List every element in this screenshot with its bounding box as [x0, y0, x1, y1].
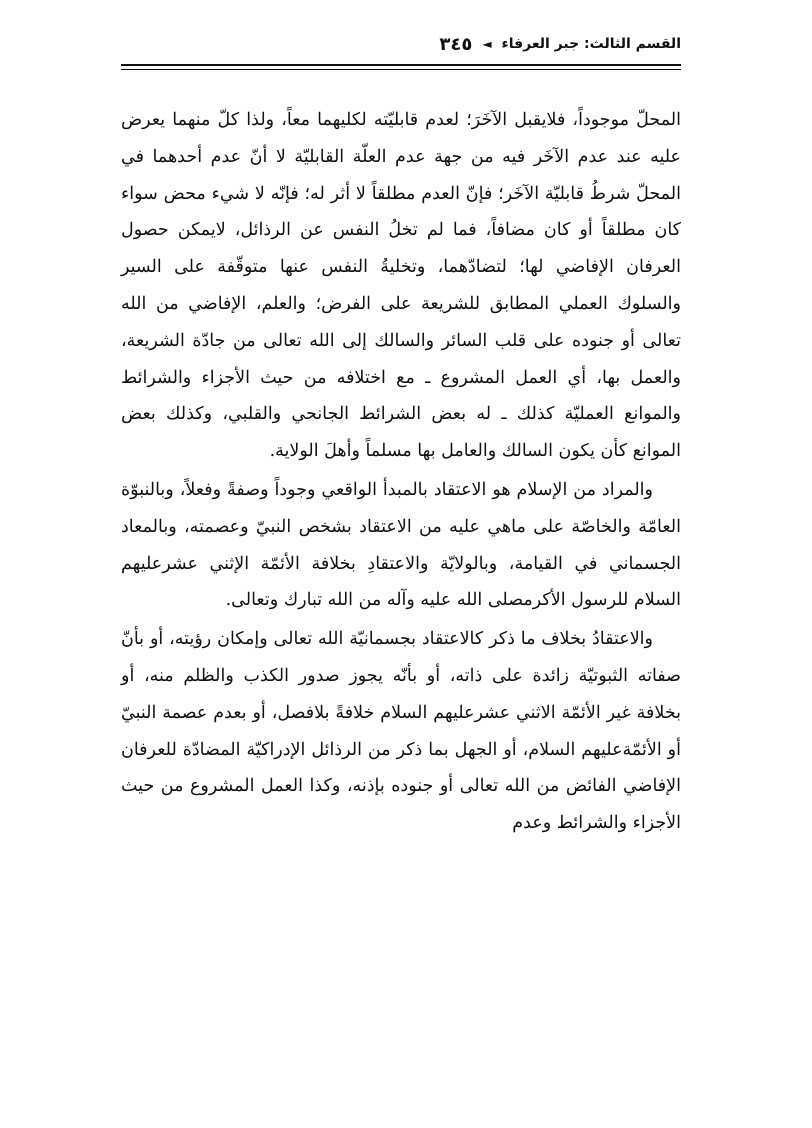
- arrow-left-icon: ◄: [482, 37, 492, 51]
- page-header: [121, 30, 681, 58]
- page-number: ٣٤٥: [439, 33, 473, 55]
- paragraph-1: المحلّ موجوداً، فلايقبل الآخَرَ؛ لعدم قابليّته لكليهما معاً، ولذا كلّ منهما يعرض عليه عند عدم الآخَر فيه من جهة عدم العلّة القابليّة لا أنّ عدم أحدهما في المحلّ شرطُ قابليّة الآخَر؛ فإنّ العدم مطلقاً لا أثر له؛ فإنّه لا شيء محض سواء كان مطلقاً أو كان مضافاً، فما لم تخلُ النفس عن الرذائل، لايمكن حصول العرفان الإفاضي لها؛ لتضادّهما، وتخليةُ النفس عنها متوقّفة على السير والسلوك العملي المطابق للشريعة على الفرض؛ والعلم، الإفاضي من الله تعالى أو جنوده على قلب السائر والسالك إلى الله تعالى من جادّة الشريعة، والعمل بها، أي العمل المشروع ـ مع اختلافه من حيث الأجزاء والشرائط والموانع العمليّة كذلك ـ له بعض الشرائط الجانحي والقلبي، وكذلك بعض الموانع كأن يكون السالك والعامل بها مسلماً وأهلَ الولاية.: [121, 110, 681, 462]
- main-text: [121, 102, 681, 1102]
- paragraph-3: والاعتقادُ بخلاف ما ذكر كالاعتقاد بجسمانيّة الله تعالى وإمكان رؤيته، أو بأنّ صفاته الثبوتيّة زائدة على ذاته، أو بأنّه يجوز صدور الكذب والظلم منه، أو بخلافة غير الأئمّة الاثني عشرعليهم السلام خلافةً بلافصل، أو بعدم عصمة النبيّ أو الأئمّةعليهم السلام، أو الجهل بما ذكر من الرذائل الإدراكيّة المضادّة للعرفان الإفاضي الفائض من الله تعالى أو جنوده بإذنه، وكذا العمل المشروع من حيث الأجزاء والشرائط وعدم: [121, 629, 681, 834]
- paragraph-2: والمراد من الإسلام هو الاعتقاد بالمبدأ الواقعي وجوداً وصفةً وفعلاً، وبالنبوّة العامّة والخاصّة على ماهي عليه من الاعتقاد بشخص النبيّ وعصمته، وبالمعاد الجسماني في القيامة، وبالولايّة والاعتقادِ بخلافة الأئمّة الإثني عشرعليهم السلام للرسول الأكرمصلى الله عليه وآله من الله تبارك وتعالى.: [121, 479, 681, 611]
- running-head-title: القسم الثالث: جبر العرفاء: [501, 36, 681, 52]
- header-rule: [121, 64, 681, 66]
- header-rule-thin: [121, 69, 681, 70]
